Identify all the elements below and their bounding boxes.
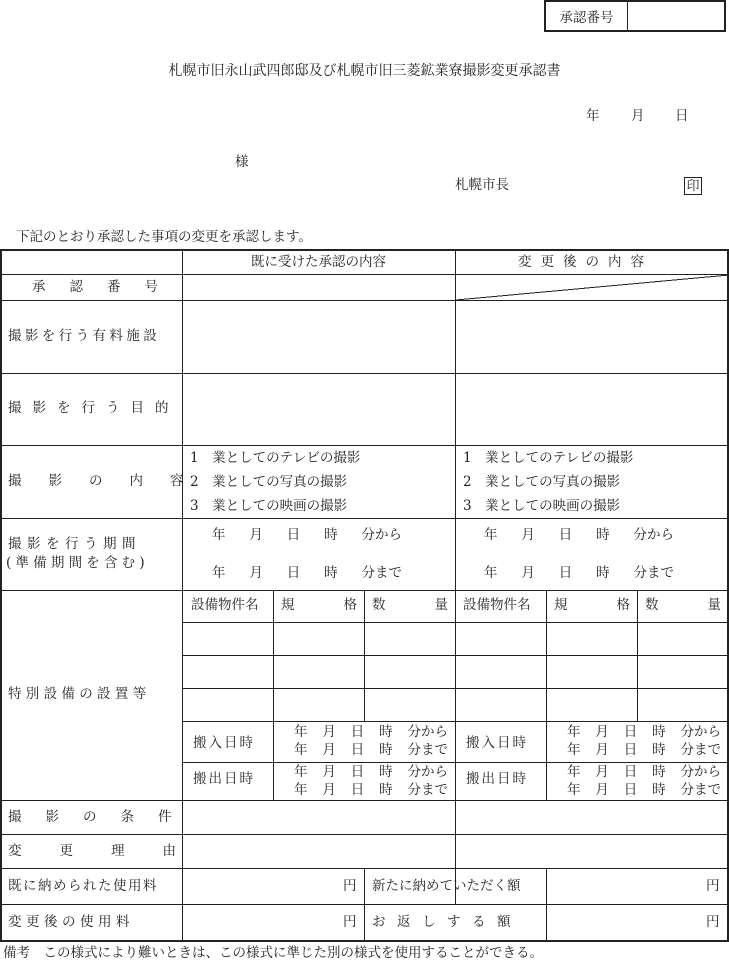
period-year: 年 bbox=[212, 527, 226, 543]
dt-day: 日 bbox=[623, 764, 638, 780]
dt-hour: 時 bbox=[379, 782, 393, 798]
carry-out-label-after bbox=[466, 773, 528, 787]
equipment-spec-header-before bbox=[281, 599, 357, 613]
dt-hour: 時 bbox=[379, 764, 393, 780]
period-day: 日 bbox=[558, 565, 573, 581]
row-label-equipment bbox=[8, 688, 150, 702]
dt-minute-from: 分から bbox=[407, 764, 448, 780]
dt-day: 日 bbox=[350, 764, 365, 780]
carry-in-text: 搬入日時 bbox=[193, 735, 255, 751]
spec-char-2: 格 bbox=[616, 597, 630, 613]
spec-char-1: 規 bbox=[281, 597, 295, 613]
period-to-before bbox=[212, 567, 402, 581]
equipment-name-header-after: 設備物件名 bbox=[463, 597, 531, 613]
col-header-after-text: 変更後の内容 bbox=[518, 254, 653, 270]
row-label-fee-paid-text: 既に納められた使用料 bbox=[8, 878, 158, 894]
carry-in-from-before bbox=[294, 726, 448, 740]
dt-month: 月 bbox=[595, 764, 609, 780]
carry-out-to-after bbox=[567, 784, 721, 798]
period-to-after bbox=[484, 567, 674, 581]
refund-yen: 円 bbox=[706, 914, 720, 930]
dt-year: 年 bbox=[567, 742, 581, 758]
carry-out-label-before bbox=[193, 773, 255, 787]
dt-minute-from: 分から bbox=[680, 764, 721, 780]
dt-year: 年 bbox=[567, 724, 581, 740]
row-label-purpose bbox=[8, 402, 180, 416]
equipment-qty-header-after bbox=[645, 599, 721, 613]
period-minute-from: 分から bbox=[361, 527, 402, 543]
row-label-period-note-text: (準備期間を含む) bbox=[6, 555, 149, 571]
carry-in-label-before bbox=[193, 737, 255, 751]
dt-hour: 時 bbox=[379, 724, 393, 740]
row-label-fee-after bbox=[8, 916, 134, 930]
dt-year: 年 bbox=[294, 724, 308, 740]
issuer: 札幌市長 bbox=[455, 177, 509, 193]
carry-in-label-after bbox=[466, 737, 528, 751]
dt-day: 日 bbox=[623, 724, 638, 740]
seal-text: 印 bbox=[686, 178, 700, 194]
row-label-approval-number-text: 承認番号 bbox=[32, 279, 182, 295]
qty-char-2: 量 bbox=[434, 597, 448, 613]
qty-char-1: 数 bbox=[645, 597, 659, 613]
dt-year: 年 bbox=[567, 764, 581, 780]
row-label-fee-paid bbox=[8, 880, 158, 894]
table-grid bbox=[0, 249, 729, 942]
content-option-film-before[interactable]: 3 業としての映画の撮影 bbox=[190, 498, 348, 514]
remarks: 備考 この様式により難いときは、この様式に準じた別の様式を使用することができる。 bbox=[3, 945, 543, 961]
period-year: 年 bbox=[212, 565, 226, 581]
row-label-facility bbox=[8, 330, 160, 344]
dt-day: 日 bbox=[623, 742, 638, 758]
period-hour: 時 bbox=[324, 527, 338, 543]
period-from-after bbox=[484, 529, 674, 543]
equipment-name-header-before: 設備物件名 bbox=[191, 597, 259, 613]
dt-hour: 時 bbox=[652, 764, 666, 780]
carry-out-from-after bbox=[567, 766, 721, 780]
period-month: 月 bbox=[521, 565, 535, 581]
new-fee-yen: 円 bbox=[706, 878, 720, 894]
dt-day: 日 bbox=[350, 742, 365, 758]
col-header-after bbox=[518, 256, 664, 270]
row-label-reason bbox=[8, 845, 214, 859]
fee-after-yen: 円 bbox=[343, 914, 357, 930]
period-hour: 時 bbox=[596, 565, 610, 581]
date-month: 月 bbox=[631, 108, 645, 124]
dt-hour: 時 bbox=[379, 742, 393, 758]
dt-year: 年 bbox=[567, 782, 581, 798]
approval-number-value[interactable] bbox=[628, 2, 724, 30]
period-day: 日 bbox=[286, 527, 301, 543]
row-label-equipment-text: 特別設備の設置等 bbox=[8, 686, 151, 702]
period-hour: 時 bbox=[324, 565, 338, 581]
equipment-spec-header-after bbox=[554, 599, 630, 613]
dt-year: 年 bbox=[294, 742, 308, 758]
refund-label bbox=[372, 916, 522, 930]
dt-year: 年 bbox=[294, 782, 308, 798]
period-hour: 時 bbox=[596, 527, 610, 543]
content-option-tv-after[interactable]: 1 業としてのテレビの撮影 bbox=[463, 450, 634, 466]
row-label-period-note bbox=[6, 557, 149, 571]
row-label-content bbox=[8, 475, 211, 489]
date-year: 年 bbox=[586, 108, 600, 124]
carry-in-from-after bbox=[567, 726, 721, 740]
carry-in-text: 搬入日時 bbox=[466, 735, 528, 751]
dt-minute-from: 分から bbox=[680, 724, 721, 740]
dt-month: 月 bbox=[595, 742, 609, 758]
carry-out-text: 搬出日時 bbox=[193, 771, 255, 787]
fee-paid-yen: 円 bbox=[343, 878, 357, 894]
approval-number-box bbox=[544, 0, 726, 32]
seal-stamp bbox=[684, 177, 702, 195]
period-minute-from: 分から bbox=[633, 527, 674, 543]
carry-out-to-before bbox=[294, 784, 448, 798]
row-label-conditions bbox=[8, 811, 196, 825]
content-option-tv-before[interactable]: 1 業としてのテレビの撮影 bbox=[190, 450, 361, 466]
row-label-facility-text: 撮影を行う有料施設 bbox=[8, 328, 161, 344]
content-option-photo-before[interactable]: 2 業としての写真の撮影 bbox=[190, 474, 348, 490]
row-label-period-text: 撮影を行う期間 bbox=[8, 536, 141, 552]
document-title: 札幌市旧永山武四郎邸及び札幌市旧三菱鉱業寮撮影変更承認書 bbox=[168, 63, 561, 79]
dt-month: 月 bbox=[322, 764, 336, 780]
dt-month: 月 bbox=[322, 724, 336, 740]
period-year: 年 bbox=[484, 527, 498, 543]
row-label-conditions-text: 撮影の条件 bbox=[8, 809, 196, 825]
date-day: 日 bbox=[675, 108, 689, 124]
dt-day: 日 bbox=[623, 782, 638, 798]
dt-hour: 時 bbox=[652, 724, 666, 740]
content-option-film-after[interactable]: 3 業としての映画の撮影 bbox=[463, 498, 621, 514]
dt-minute-to: 分まで bbox=[407, 782, 448, 798]
period-minute-to: 分まで bbox=[361, 565, 402, 581]
row-label-reason-text: 変更理由 bbox=[8, 843, 214, 859]
carry-in-to-after bbox=[567, 744, 721, 758]
period-from-before bbox=[212, 529, 402, 543]
carry-in-to-before bbox=[294, 744, 448, 758]
row-label-purpose-text: 撮影を行う目的 bbox=[8, 400, 180, 416]
spec-char-1: 規 bbox=[554, 597, 568, 613]
dt-month: 月 bbox=[595, 724, 609, 740]
dt-year: 年 bbox=[294, 764, 308, 780]
period-day: 日 bbox=[286, 565, 301, 581]
dt-minute-from: 分から bbox=[407, 724, 448, 740]
row-label-fee-after-text: 変更後の使用料 bbox=[8, 914, 134, 930]
dt-hour: 時 bbox=[652, 742, 666, 758]
refund-text: お返しする額 bbox=[372, 914, 522, 930]
recipient-suffix: 様 bbox=[235, 154, 249, 170]
dt-month: 月 bbox=[322, 782, 336, 798]
period-minute-to: 分まで bbox=[633, 565, 674, 581]
dt-minute-to: 分まで bbox=[407, 742, 448, 758]
new-fee-label: 新たに納めていただく額 bbox=[372, 878, 521, 894]
equipment-qty-header-before bbox=[372, 599, 448, 613]
dt-day: 日 bbox=[350, 782, 365, 798]
dt-day: 日 bbox=[350, 724, 365, 740]
row-label-content-text: 撮影の内容 bbox=[8, 473, 211, 489]
approval-number-label: 承認番号 bbox=[546, 2, 628, 30]
carry-out-text: 搬出日時 bbox=[466, 771, 528, 787]
content-option-photo-after[interactable]: 2 業としての写真の撮影 bbox=[463, 474, 621, 490]
dt-month: 月 bbox=[322, 742, 336, 758]
qty-char-2: 量 bbox=[707, 597, 721, 613]
intro-text: 下記のとおり承認した事項の変更を承認します。 bbox=[16, 229, 312, 245]
period-month: 月 bbox=[249, 527, 263, 543]
qty-char-1: 数 bbox=[372, 597, 386, 613]
row-label-period bbox=[8, 538, 141, 552]
row-label-approval-number bbox=[32, 279, 182, 295]
dt-hour: 時 bbox=[652, 782, 666, 798]
carry-out-from-before bbox=[294, 766, 448, 780]
period-month: 月 bbox=[521, 527, 535, 543]
main-table bbox=[0, 249, 729, 942]
dt-month: 月 bbox=[595, 782, 609, 798]
spec-char-2: 格 bbox=[343, 597, 357, 613]
dt-minute-to: 分まで bbox=[680, 782, 721, 798]
col-header-before: 既に受けた承認の内容 bbox=[251, 254, 386, 270]
period-year: 年 bbox=[484, 565, 498, 581]
period-month: 月 bbox=[249, 565, 263, 581]
dt-minute-to: 分まで bbox=[680, 742, 721, 758]
period-day: 日 bbox=[558, 527, 573, 543]
